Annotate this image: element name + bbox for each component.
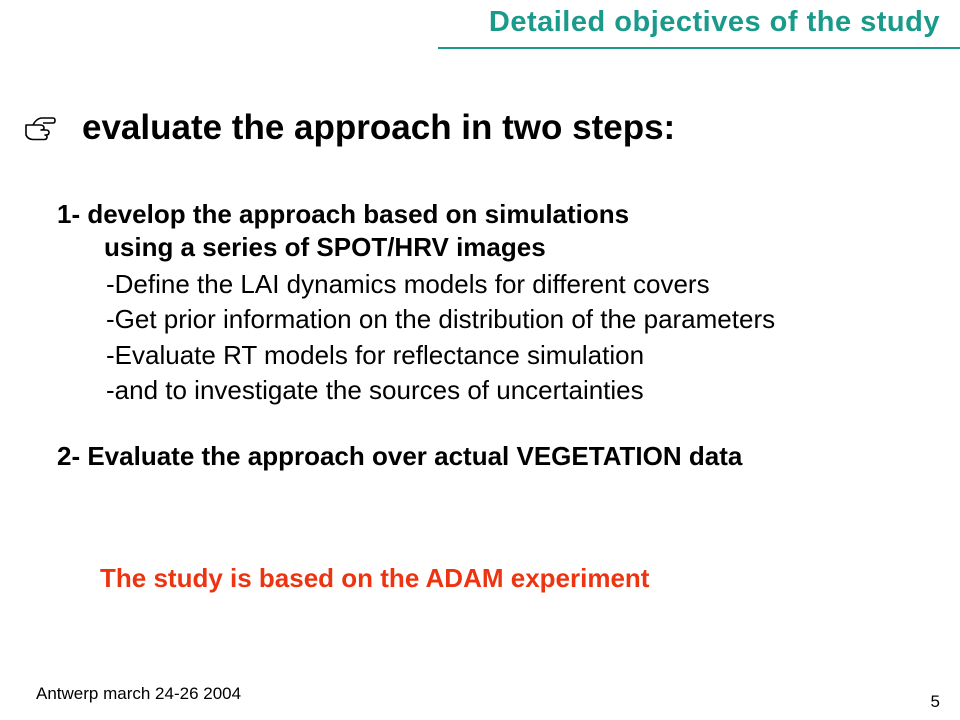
main-bullet bbox=[24, 108, 675, 148]
page-number: 5 bbox=[930, 692, 940, 711]
footer-text: Antwerp march 24-26 2004 bbox=[36, 684, 242, 703]
step1-item: -Define the LAI dynamics models for different covers bbox=[106, 269, 710, 299]
step1-heading: 1- develop the approach based on simulations bbox=[57, 199, 630, 229]
step1-subheading: using a series of SPOT/HRV images bbox=[104, 232, 546, 262]
step2-heading: 2- Evaluate the approach over actual VEGETATION data bbox=[57, 441, 743, 471]
title-divider bbox=[438, 47, 960, 49]
study-note: The study is based on the ADAM experiment bbox=[100, 563, 650, 593]
main-bullet-text: evaluate the approach in two steps: bbox=[82, 108, 676, 147]
pointing-hand-icon bbox=[24, 115, 56, 141]
slide-title: Detailed objectives of the study bbox=[488, 6, 940, 38]
step1-item: -Get prior information on the distribution of the parameters bbox=[106, 304, 776, 334]
step1-item: -and to investigate the sources of uncertainties bbox=[106, 375, 644, 405]
step1-item: -Evaluate RT models for reflectance simulation bbox=[106, 340, 645, 370]
